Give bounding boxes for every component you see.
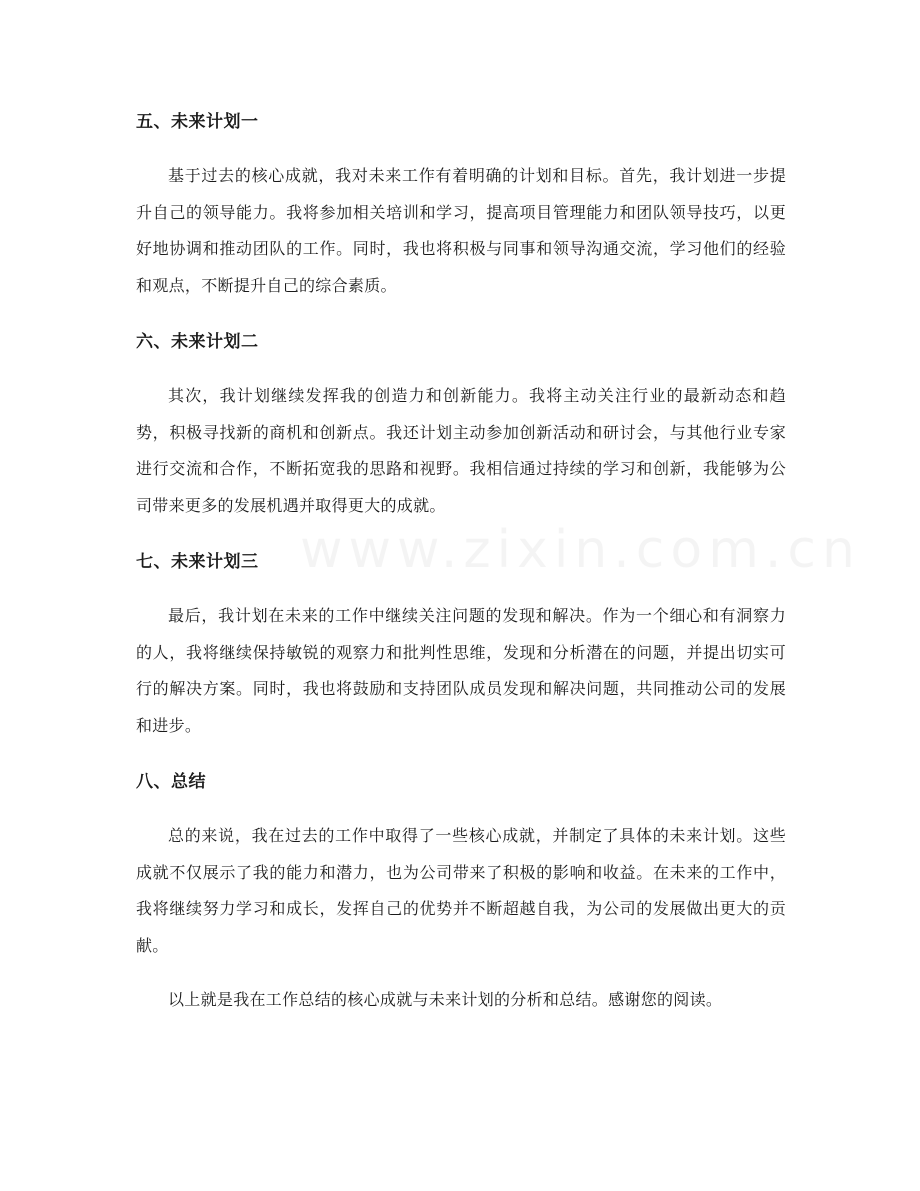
- section-heading: 五、未来计划一: [136, 112, 259, 132]
- section-paragraph: 其次，我计划继续发挥我的创造力和创新能力。我将主动关注行业的最新动态和趋势，积极寻找新的商机和创新点。我还计划主动参加创新活动和研讨会，与其他行业专家进行交流和合作，不断拓宽我的思路和视野。我相信通过持续的学习和创新，我能够为公司带来更多的发展机遇并取得更大的成就。: [136, 386, 786, 515]
- section-paragraph: 基于过去的核心成就，我对未来工作有着明确的计划和目标。首先，我计划进一步提升自己的领导能力。我将参加相关培训和学习，提高项目管理能力和团队领导技巧，以更好地协调和推动团队的工作。同时，我也将积极与同事和领导沟通交流，学习他们的经验和观点，不断提升自己的综合素质。: [136, 166, 786, 295]
- section-heading: 八、总结: [136, 772, 206, 792]
- section-future-plan-3: [136, 542, 786, 744]
- section-summary: [136, 762, 786, 1019]
- section-future-plan-1: [136, 102, 786, 304]
- section-heading: 六、未来计划二: [136, 332, 259, 352]
- section-heading: 七、未来计划三: [136, 552, 259, 572]
- closing-paragraph: 以上就是我在工作总结的核心成就与未来计划的分析和总结。感谢您的阅读。: [168, 990, 723, 1009]
- document-body: [136, 102, 786, 1037]
- section-paragraph: 最后，我计划在未来的工作中继续关注问题的发现和解决。作为一个细心和有洞察力的人，我将继续保持敏锐的观察力和批判性思维，发现和分析潜在的问题，并提出切实可行的解决方案。同时，我也将鼓励和支持团队成员发现和解决问题，共同推动公司的发展和进步。: [136, 606, 786, 735]
- section-paragraph: 总的来说，我在过去的工作中取得了一些核心成就，并制定了具体的未来计划。这些成就不仅展示了我的能力和潜力，也为公司带来了积极的影响和收益。在未来的工作中，我将继续努力学习和成长，发挥自己的优势并不断超越自我，为公司的发展做出更大的贡献。: [136, 826, 786, 955]
- section-future-plan-2: [136, 322, 786, 524]
